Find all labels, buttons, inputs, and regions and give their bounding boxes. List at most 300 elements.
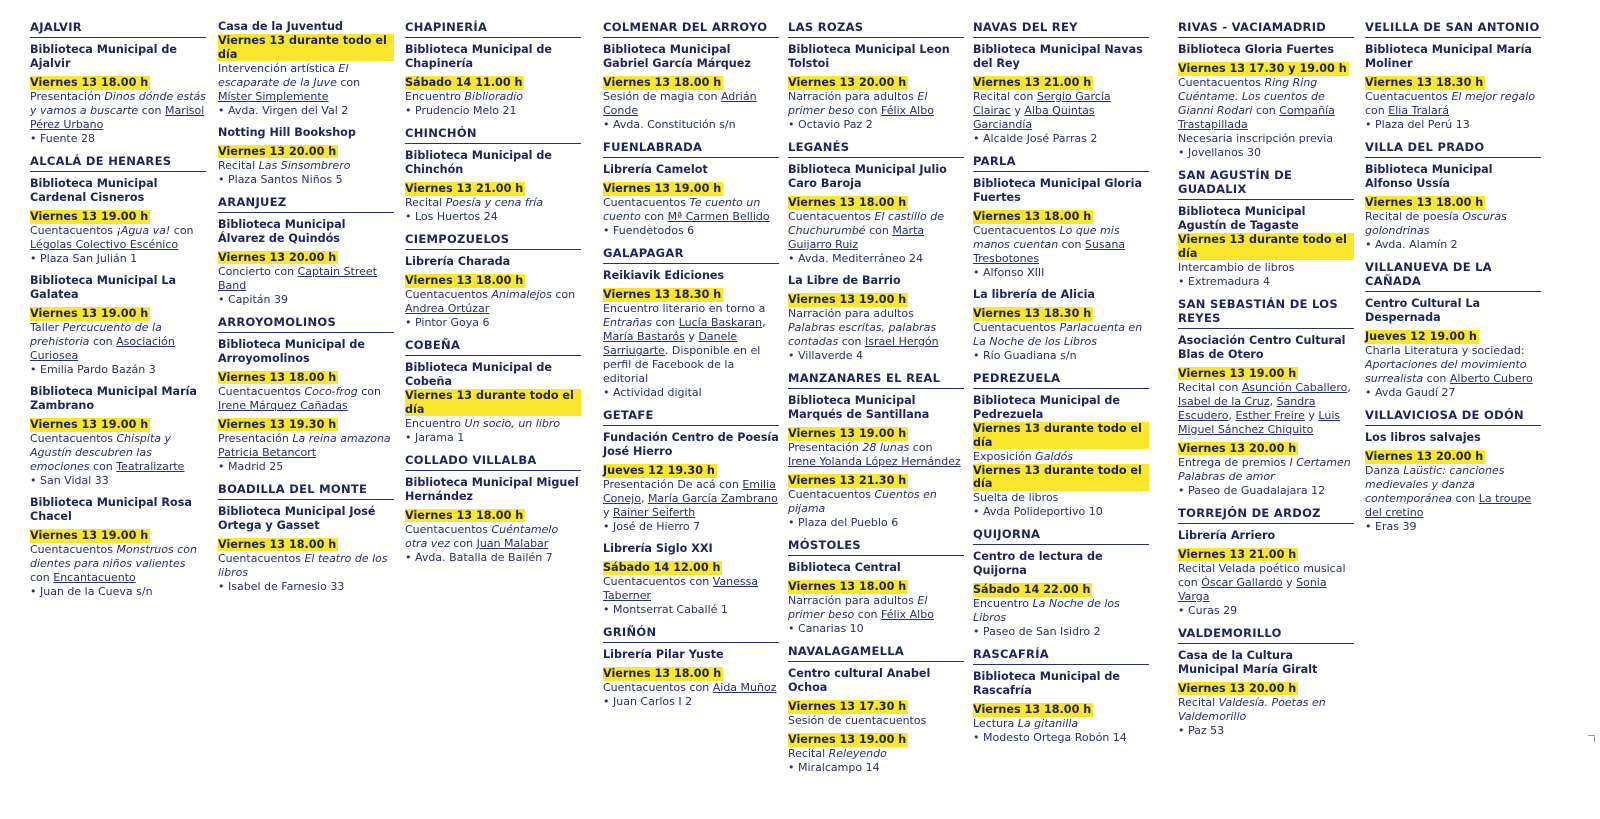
date-row bbox=[405, 177, 581, 196]
date-highlight: Viernes 13 18.00 h bbox=[30, 76, 149, 89]
date-highlight: Viernes 13 18.00 h bbox=[603, 76, 722, 89]
event-description bbox=[788, 90, 964, 118]
venue-name: La Libre de Barrio bbox=[788, 274, 901, 287]
performer-link[interactable]: Félix Albo bbox=[881, 104, 934, 117]
event-entry bbox=[603, 648, 779, 709]
date-highlight: Viernes 13 18.00 h bbox=[405, 508, 524, 522]
venue-name: Reikiavik Ediciones bbox=[603, 269, 725, 282]
date-row bbox=[603, 556, 779, 575]
date-highlight: Viernes 13 18.00 h bbox=[788, 580, 907, 593]
event-entry bbox=[1178, 43, 1354, 160]
performer-link[interactable]: Légolas Colectivo Escénico bbox=[30, 238, 179, 251]
title-text: Chispita y Agustín descubren las emociones bbox=[30, 432, 172, 473]
venue-name: Biblioteca Municipal Cardenal Cisneros bbox=[30, 177, 158, 204]
address: • Curas 29 bbox=[1178, 604, 1354, 618]
event-description bbox=[30, 321, 206, 363]
event-entry bbox=[603, 431, 779, 534]
description-text: Cuentacuentos bbox=[1178, 76, 1265, 89]
description-text: con bbox=[1252, 104, 1280, 117]
date-highlight: Viernes 13 durante todo el día bbox=[973, 464, 1149, 491]
address: • Jovellanos 30 bbox=[1178, 146, 1354, 160]
date-highlight: Sábado 14 12.00 h bbox=[603, 561, 721, 574]
date-highlight: Viernes 13 18.00 h bbox=[405, 274, 524, 287]
description-text: con bbox=[89, 460, 117, 473]
town-heading: BOADILLA DEL MONTE bbox=[218, 482, 394, 500]
description-text: con bbox=[1452, 492, 1479, 505]
listing-column bbox=[1365, 20, 1541, 542]
description-text: Presentación De acá con bbox=[603, 478, 743, 491]
date-row bbox=[405, 504, 581, 523]
description-text: Narración para adultos bbox=[788, 90, 918, 103]
event-description bbox=[603, 90, 779, 118]
venue-name: Biblioteca Municipal de Cobeña bbox=[405, 361, 552, 388]
description-text: Recital bbox=[218, 158, 259, 172]
description-text: Lectura bbox=[973, 717, 1018, 730]
performer-link[interactable]: Marta Guijarro Ruiz bbox=[788, 224, 925, 251]
performer-link[interactable]: Susana Tresbotones bbox=[973, 238, 1126, 265]
date-row bbox=[973, 578, 1149, 597]
venue-name: Biblioteca Gloria Fuertes bbox=[1178, 43, 1334, 56]
event-entry bbox=[603, 269, 779, 400]
date-highlight: Viernes 13 21.00 h bbox=[405, 182, 524, 195]
address: • Juan Carlos I 2 bbox=[603, 695, 779, 709]
date-highlight: Viernes 13 18.30 h bbox=[603, 288, 722, 301]
date-row bbox=[603, 177, 779, 196]
event-description bbox=[973, 491, 1149, 505]
description-text: y bbox=[1282, 575, 1297, 589]
date-row bbox=[788, 695, 964, 714]
date-row bbox=[788, 575, 964, 594]
description-text: con bbox=[170, 224, 194, 237]
date-highlight: Viernes 13 durante todo el día bbox=[1178, 233, 1354, 260]
event-entry bbox=[405, 149, 581, 224]
performer-link[interactable]: Adrián Conde bbox=[603, 90, 757, 117]
performer-link[interactable]: Sonia Varga bbox=[1178, 575, 1327, 603]
title-text: Ring Ring Cuéntame. Los cuentos de Gianni Rodari bbox=[1178, 76, 1325, 117]
performer-link[interactable]: Asociación Curiosea bbox=[30, 335, 175, 362]
description-text: Recital bbox=[1178, 695, 1219, 709]
date-row bbox=[1365, 445, 1541, 464]
event-entry bbox=[405, 476, 581, 565]
performer-link[interactable]: Vanessa Taberner bbox=[603, 575, 759, 602]
date-highlight: Viernes 13 19.00 h bbox=[603, 182, 722, 195]
event-entry bbox=[218, 218, 394, 307]
performer-link[interactable]: Juan Malabar bbox=[476, 536, 549, 550]
event-entry bbox=[973, 288, 1149, 363]
title-text: Entrañas bbox=[603, 316, 652, 329]
performer-link[interactable]: Encantacuento bbox=[53, 571, 136, 584]
event-entry bbox=[603, 43, 779, 132]
venue-name: Librería Siglo XXI bbox=[603, 542, 713, 555]
address: • Juan de la Cueva s/n bbox=[30, 585, 206, 599]
address: • Capitán 39 bbox=[218, 293, 394, 307]
description-text: Intercambio de libros bbox=[1178, 260, 1295, 274]
venue-name: Los libros salvajes bbox=[1365, 431, 1481, 444]
date-row bbox=[603, 71, 779, 90]
event-description bbox=[405, 196, 581, 210]
event-entry bbox=[973, 177, 1149, 280]
event-entry bbox=[405, 361, 581, 445]
event-entry bbox=[603, 163, 779, 238]
performer-link[interactable]: María Bastarós bbox=[603, 330, 685, 343]
address: • Madrid 25 bbox=[218, 460, 394, 474]
description-text: Cuentacuentos bbox=[603, 196, 690, 209]
address: • Villaverde 4 bbox=[788, 349, 964, 363]
event-entry bbox=[788, 394, 964, 530]
description-text: y bbox=[603, 506, 614, 519]
title-text: 28 lunas bbox=[862, 441, 910, 454]
event-entry bbox=[30, 385, 206, 488]
date-highlight: Viernes 13 19.00 h bbox=[30, 529, 149, 542]
address: • Plaza del Pueblo 6 bbox=[788, 516, 964, 530]
venue-name: Biblioteca Municipal Rosa Chacel bbox=[30, 496, 192, 523]
town-heading: VILLANUEVA DE LA CAÑADA bbox=[1365, 260, 1541, 292]
description-text: Cuentacuentos bbox=[1365, 90, 1452, 103]
listing-column bbox=[973, 20, 1149, 753]
performer-link[interactable]: Irene Yolanda López Hernández bbox=[788, 455, 961, 468]
performer-link[interactable]: Isabel de la Cruz bbox=[1178, 394, 1270, 408]
description-text: , bbox=[640, 492, 648, 505]
performer-link[interactable]: Israel Hergón bbox=[865, 335, 939, 348]
performer-link[interactable]: Teatralizarte bbox=[116, 460, 185, 473]
venue-name: Biblioteca Municipal Marqués de Santillana bbox=[788, 394, 930, 421]
date-row bbox=[1365, 325, 1541, 344]
event-description bbox=[218, 62, 394, 104]
address: • Isabel de Farnesio 33 bbox=[218, 580, 394, 594]
date-row bbox=[218, 246, 394, 265]
venue-name: Librería Charada bbox=[405, 255, 511, 268]
date-highlight: Viernes 13 20.00 h bbox=[1178, 681, 1297, 695]
town-heading: CHINCHÓN bbox=[405, 126, 581, 144]
event-description bbox=[973, 717, 1149, 731]
date-row bbox=[405, 389, 581, 417]
date-highlight: Viernes 13 19.00 h bbox=[30, 418, 149, 431]
event-description bbox=[218, 552, 394, 580]
date-row bbox=[1178, 57, 1354, 76]
description-text: Encuentro bbox=[405, 416, 465, 430]
performer-link[interactable]: Sandra Escudero bbox=[1178, 394, 1316, 422]
town-heading: PEDREZUELA bbox=[973, 371, 1149, 389]
address: • Avda. Constitución s/n bbox=[603, 118, 779, 132]
description-text: Concierto con bbox=[218, 264, 298, 278]
date-highlight: Viernes 13 18.00 h bbox=[1365, 196, 1484, 209]
town-heading: COBEÑA bbox=[405, 338, 581, 356]
event-entry bbox=[973, 43, 1149, 146]
performer-link[interactable]: Elia Tralará bbox=[1388, 104, 1449, 117]
venue-name: Biblioteca Municipal de Ajalvir bbox=[30, 43, 177, 70]
description-text: con bbox=[1423, 372, 1450, 385]
title-text: Valdesía. Poetas en Valdemorillo bbox=[1178, 695, 1326, 723]
date-row bbox=[1178, 543, 1354, 562]
performer-link[interactable]: Mª Carmen Bellido bbox=[667, 210, 770, 223]
event-description bbox=[603, 478, 779, 520]
description-text: Presentación bbox=[30, 90, 105, 103]
event-description bbox=[788, 307, 964, 349]
date-highlight: Viernes 13 18.00 h bbox=[218, 537, 337, 551]
date-row bbox=[1178, 233, 1354, 261]
town-heading: CIEMPOZUELOS bbox=[405, 232, 581, 250]
town-heading: SAN SEBASTIÁN DE LOS REYES bbox=[1178, 297, 1354, 329]
date-highlight: Viernes 13 18.00 h bbox=[788, 196, 907, 209]
description-text: , bbox=[762, 316, 766, 329]
event-entry bbox=[973, 394, 1149, 519]
description-text: y bbox=[1304, 408, 1319, 422]
event-description bbox=[1178, 261, 1354, 275]
event-entry bbox=[788, 43, 964, 132]
event-entry bbox=[973, 670, 1149, 745]
performer-link[interactable]: Marisol Pérez Urbano bbox=[30, 104, 205, 131]
event-entry bbox=[218, 338, 394, 474]
performer-link[interactable]: Andrea Ortúzar bbox=[405, 302, 490, 315]
date-row bbox=[1365, 191, 1541, 210]
event-description bbox=[405, 90, 581, 104]
description-text: Taller bbox=[30, 321, 63, 334]
performer-link[interactable]: María García Zambrano bbox=[647, 492, 778, 505]
event-entry bbox=[973, 550, 1149, 639]
date-highlight: Viernes 13 18.00 h bbox=[218, 370, 337, 384]
title-text: Biblioradio bbox=[464, 90, 523, 103]
title-text: Parlacuenta en La Noche de los Libros bbox=[973, 321, 1143, 348]
date-highlight: Viernes 13 19.30 h bbox=[218, 417, 337, 431]
performer-link[interactable]: Óscar Gallardo bbox=[1201, 575, 1283, 589]
performer-link[interactable]: Patricia Betancort bbox=[218, 445, 317, 459]
description-text: Encuentro bbox=[405, 90, 465, 103]
description-text: , bbox=[1347, 380, 1351, 394]
venue-name: Librería Pilar Yuste bbox=[603, 648, 724, 661]
event-description bbox=[788, 488, 964, 516]
event-description bbox=[30, 432, 206, 474]
date-row bbox=[973, 422, 1149, 450]
title-text: El castillo de Chuchurumbé bbox=[788, 210, 944, 237]
event-description bbox=[1178, 562, 1354, 604]
date-highlight: Viernes 13 18.30 h bbox=[1365, 76, 1484, 89]
date-row bbox=[30, 71, 206, 90]
title-text: Te cuento un cuento bbox=[603, 196, 761, 223]
event-entry bbox=[1365, 43, 1541, 132]
date-highlight: Viernes 13 18.00 h bbox=[973, 210, 1092, 223]
address: • Plaza Santos Niños 5 bbox=[218, 173, 394, 187]
town-heading: ARROYOMOLINOS bbox=[218, 315, 394, 333]
description-text: Intervención artística bbox=[218, 61, 339, 75]
title-text: Cuéntamelo otra vez bbox=[405, 522, 559, 550]
town-heading: GETAFE bbox=[603, 408, 779, 426]
venue-name: Biblioteca Municipal de Chapinería bbox=[405, 43, 552, 70]
date-row bbox=[788, 191, 964, 210]
date-row bbox=[30, 524, 206, 543]
title-text: La Noche de los Libros bbox=[973, 597, 1120, 624]
venue-name: Biblioteca Municipal María Moliner bbox=[1365, 43, 1532, 70]
description-text: Danza bbox=[1365, 464, 1404, 477]
event-description bbox=[1178, 132, 1354, 146]
performer-link[interactable]: Rainer Seiferth bbox=[613, 506, 696, 519]
performer-link[interactable]: Alba Quintas Garciandía bbox=[973, 104, 1095, 131]
performer-link[interactable]: Aida Muñoz bbox=[712, 681, 777, 694]
description-text: Exposición bbox=[973, 449, 1036, 463]
town-heading: LEGANÉS bbox=[788, 140, 964, 158]
event-entry bbox=[1178, 649, 1354, 738]
town-heading: NAVALAGAMELLA bbox=[788, 644, 964, 662]
date-row bbox=[218, 34, 394, 62]
event-description bbox=[973, 90, 1149, 132]
town-heading: SAN AGUSTÍN DE GUADALIX bbox=[1178, 168, 1354, 200]
performer-link[interactable]: Sergio García Clairac bbox=[973, 90, 1111, 117]
title-text: Coco-frog bbox=[304, 384, 358, 398]
listing-column bbox=[788, 20, 964, 783]
venue-name: Biblioteca Municipal Gabriel García Márquez bbox=[603, 43, 751, 70]
description-text: con bbox=[640, 210, 668, 223]
address: • Avda. Mediterráneo 24 bbox=[788, 252, 964, 266]
performer-link[interactable]: Félix Albo bbox=[881, 608, 934, 621]
event-description bbox=[973, 450, 1149, 464]
address: • José de Hierro 7 bbox=[603, 520, 779, 534]
event-entry bbox=[788, 274, 964, 363]
venue-name: Biblioteca Municipal Agustín de Tagaste bbox=[1178, 205, 1306, 232]
event-description bbox=[405, 523, 581, 551]
date-highlight: Viernes 13 17.30 y 19.00 h bbox=[1178, 62, 1347, 75]
description-text: y bbox=[1010, 104, 1025, 117]
title-text: Aportaciones del movimiento surrealista bbox=[1365, 358, 1527, 385]
event-description bbox=[788, 747, 964, 761]
date-highlight: Viernes 13 21.00 h bbox=[973, 76, 1092, 89]
title-text: El primer beso bbox=[788, 90, 928, 117]
venue-name: Biblioteca Municipal José Ortega y Gasset bbox=[218, 504, 376, 532]
address: • Modesto Ortega Robón 14 bbox=[973, 731, 1149, 745]
description-text: Sesión de cuentacuentos bbox=[788, 714, 927, 727]
listing-column bbox=[603, 20, 779, 717]
event-entry bbox=[218, 20, 394, 118]
description-text: Cuentacuentos bbox=[218, 551, 305, 565]
event-description bbox=[603, 681, 779, 695]
performer-link[interactable]: Captain Street Band bbox=[218, 264, 377, 292]
crop-mark bbox=[1588, 735, 1595, 742]
event-description bbox=[973, 597, 1149, 625]
date-highlight: Viernes 13 19.00 h bbox=[788, 293, 907, 306]
description-text: Encuentro literario en torno a bbox=[603, 302, 766, 315]
event-description bbox=[1178, 456, 1354, 484]
description-text: Recital de poesía bbox=[1365, 210, 1463, 223]
event-description bbox=[788, 594, 964, 622]
venue-name: Notting Hill Bookshop bbox=[218, 125, 356, 139]
title-text: El mejor regalo bbox=[1451, 90, 1536, 103]
title-text: Animalejos bbox=[491, 288, 552, 301]
date-row bbox=[1178, 677, 1354, 696]
performer-link[interactable]: Irene Márquez Cañadas bbox=[218, 398, 348, 412]
address: • Montserrat Caballé 1 bbox=[603, 603, 779, 617]
description-text: Cuentacuentos bbox=[973, 321, 1060, 334]
address: • Jarama 1 bbox=[405, 431, 581, 445]
event-description bbox=[1178, 76, 1354, 132]
description-text: con bbox=[336, 75, 361, 89]
address: • Prudencio Melo 21 bbox=[405, 104, 581, 118]
title-text: La reina amazona bbox=[292, 431, 391, 445]
description-text: , bbox=[1269, 394, 1277, 408]
event-entry bbox=[218, 126, 394, 187]
description-text: con bbox=[909, 441, 933, 454]
town-heading: MÓSTOLES bbox=[788, 538, 964, 556]
date-highlight: Jueves 12 19.00 h bbox=[1365, 330, 1477, 343]
description-text: con bbox=[651, 316, 679, 329]
title-text: El escaparate de la Juve bbox=[218, 61, 349, 89]
event-entry bbox=[405, 255, 581, 330]
address: • Fuendetodos 6 bbox=[603, 224, 779, 238]
date-row bbox=[788, 469, 964, 488]
description-text: Encuentro bbox=[973, 597, 1033, 610]
title-text: El primer beso bbox=[788, 594, 928, 621]
venue-name: Biblioteca Municipal de Rascafría bbox=[973, 670, 1120, 697]
performer-link[interactable]: Alberto Cubero bbox=[1449, 372, 1533, 385]
performer-link[interactable]: Compañía Trastapillada bbox=[1178, 104, 1335, 131]
description-text: Cuentacuentos bbox=[30, 224, 117, 237]
title-text: Laüstic: canciones medievales y danza contemporánea bbox=[1365, 464, 1505, 505]
address: • Paseo de Guadalajara 12 bbox=[1178, 484, 1354, 498]
event-entry bbox=[788, 561, 964, 636]
date-row bbox=[788, 71, 964, 90]
title-text: Palabras escritas, palabras contadas bbox=[788, 321, 937, 348]
performer-link[interactable]: Lucía Baskaran bbox=[678, 316, 763, 329]
performer-link[interactable]: Esther Freire bbox=[1235, 408, 1305, 422]
description-text: Entrega de premios bbox=[1178, 455, 1290, 469]
date-highlight: Viernes 13 18.00 h bbox=[973, 703, 1092, 716]
address: • San Vidal 33 bbox=[30, 474, 206, 488]
venue-name: Centro cultural Anabel Ochoa bbox=[788, 667, 931, 694]
date-highlight: Viernes 13 19.00 h bbox=[1178, 366, 1297, 380]
town-heading: GALAPAGAR bbox=[603, 246, 779, 264]
town-heading: RIVAS - VACIAMADRID bbox=[1178, 20, 1354, 38]
performer-link[interactable]: Danele Sarriugarte bbox=[603, 330, 738, 357]
title-text: Poesía y cena fría bbox=[445, 196, 544, 209]
performer-link[interactable]: La troupe del cretino bbox=[1365, 492, 1532, 519]
event-description bbox=[218, 159, 394, 173]
event-description bbox=[405, 417, 581, 431]
date-row bbox=[218, 533, 394, 552]
description-text: con bbox=[357, 384, 381, 398]
venue-name: Biblioteca Central bbox=[788, 561, 901, 574]
event-description bbox=[218, 265, 394, 293]
town-heading: COLMENAR DEL ARROYO bbox=[603, 20, 779, 38]
date-row bbox=[218, 140, 394, 159]
address: • Emilia Pardo Bazán 3 bbox=[30, 363, 206, 377]
date-highlight: Viernes 13 20.00 h bbox=[1365, 450, 1484, 463]
date-row bbox=[973, 71, 1149, 90]
description-text: Cuentacuentos bbox=[30, 543, 117, 556]
description-text: Cuentacuentos con bbox=[603, 575, 713, 588]
description-text: Recital con bbox=[1178, 380, 1242, 394]
title-text: ¡Agua va! bbox=[116, 224, 171, 237]
performer-link[interactable]: Míster Simplemente bbox=[218, 89, 329, 103]
date-row bbox=[973, 464, 1149, 492]
description-text: con bbox=[30, 571, 54, 584]
date-row bbox=[30, 205, 206, 224]
event-description bbox=[1365, 210, 1541, 238]
title-text: El teatro de los libros bbox=[218, 551, 388, 579]
venue-name: Biblioteca Municipal Alfonso Ussía bbox=[1365, 163, 1493, 190]
description-text: Recital Velada poético musical con bbox=[1178, 561, 1346, 589]
date-highlight: Viernes 13 21.00 h bbox=[1178, 547, 1297, 561]
title-text: Un socio, un libro bbox=[464, 416, 561, 430]
date-row bbox=[973, 205, 1149, 224]
venue-name: Centro de lectura de Quijorna bbox=[973, 550, 1103, 577]
performer-link[interactable]: Asunción Caballero bbox=[1241, 380, 1348, 394]
description-text: con bbox=[89, 335, 117, 348]
description-text: con bbox=[854, 608, 882, 621]
performer-link[interactable]: Emilia Conejo bbox=[603, 478, 776, 505]
event-entry bbox=[30, 496, 206, 599]
date-row bbox=[1365, 71, 1541, 90]
title-text: Monstruos con dientes para niños valientes bbox=[30, 543, 197, 570]
performer-link[interactable]: Luis Miguel Sánchez Chiquito bbox=[1178, 408, 1341, 436]
title-text: Releyendo bbox=[828, 747, 887, 760]
date-row bbox=[1178, 362, 1354, 381]
